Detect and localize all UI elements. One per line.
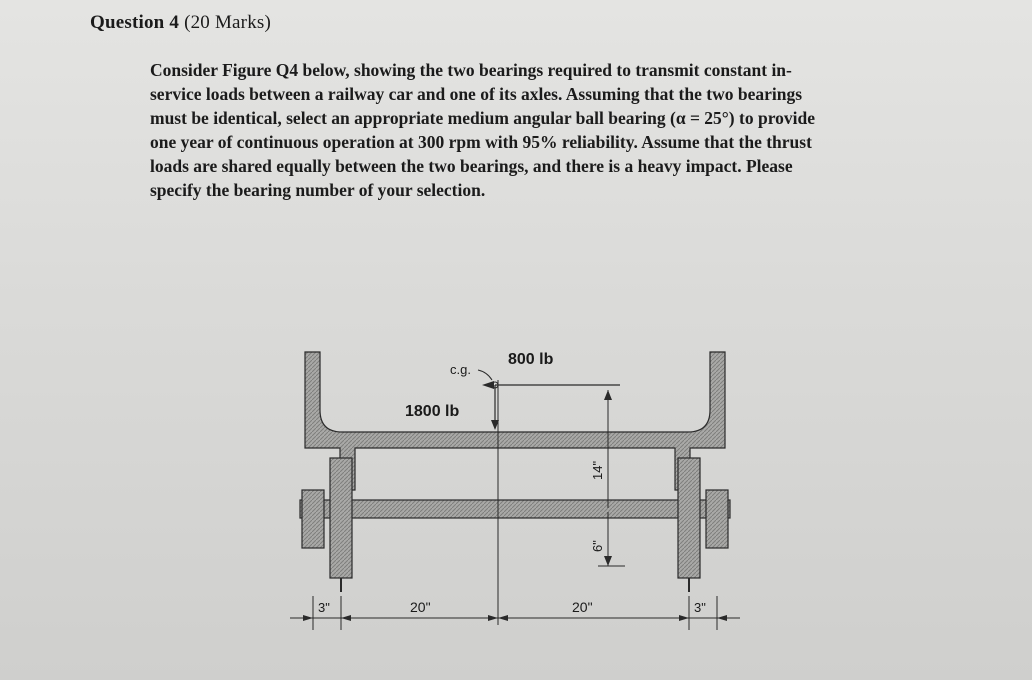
- figure-q4: [280, 340, 750, 640]
- railway-axle-diagram: [280, 340, 750, 640]
- horizontal-load-arrowhead: [482, 381, 494, 389]
- paragraph-line: Consider Figure Q4 below, showing the two bearings required to transmit constant in-: [150, 60, 792, 80]
- paragraph-line: service loads between a railway car and one of its axles. Assuming that the two bearings: [150, 84, 803, 104]
- paragraph-line: loads are shared equally between the two bearings, and there is a heavy impact. Please: [150, 156, 793, 176]
- dim-left-3-label: 3": [318, 600, 330, 615]
- dim-left-20-label: 20": [410, 599, 431, 615]
- dim-right-20-label: 20": [572, 599, 593, 615]
- right-bearing: [706, 490, 728, 548]
- vertical-load-label: 1800 lb: [405, 403, 460, 420]
- car-body: [305, 352, 725, 490]
- right-wheel: [678, 458, 700, 592]
- cg-label: c.g.: [450, 362, 471, 377]
- question-paragraph: [150, 58, 920, 202]
- dim-right-3-label: 3": [694, 600, 706, 615]
- axle: [300, 500, 730, 518]
- dim-6-label: 6": [590, 540, 605, 552]
- paragraph-line: specify the bearing number of your selection.: [150, 180, 486, 200]
- paragraph-line: one year of continuous operation at 300 rpm with 95% reliability. Assume that the thrust: [150, 132, 812, 152]
- paragraph-line: must be identical, select an appropriate medium angular ball bearing (α = 25°) to provide: [150, 108, 816, 128]
- left-bearing: [302, 490, 324, 548]
- horizontal-load-label: 800 lb: [508, 351, 554, 368]
- left-wheel: [330, 458, 352, 592]
- question-heading: [90, 12, 271, 34]
- dim-14-label: 14": [590, 460, 605, 480]
- question-marks: (20 Marks): [184, 12, 272, 33]
- question-title: Question 4: [90, 12, 180, 33]
